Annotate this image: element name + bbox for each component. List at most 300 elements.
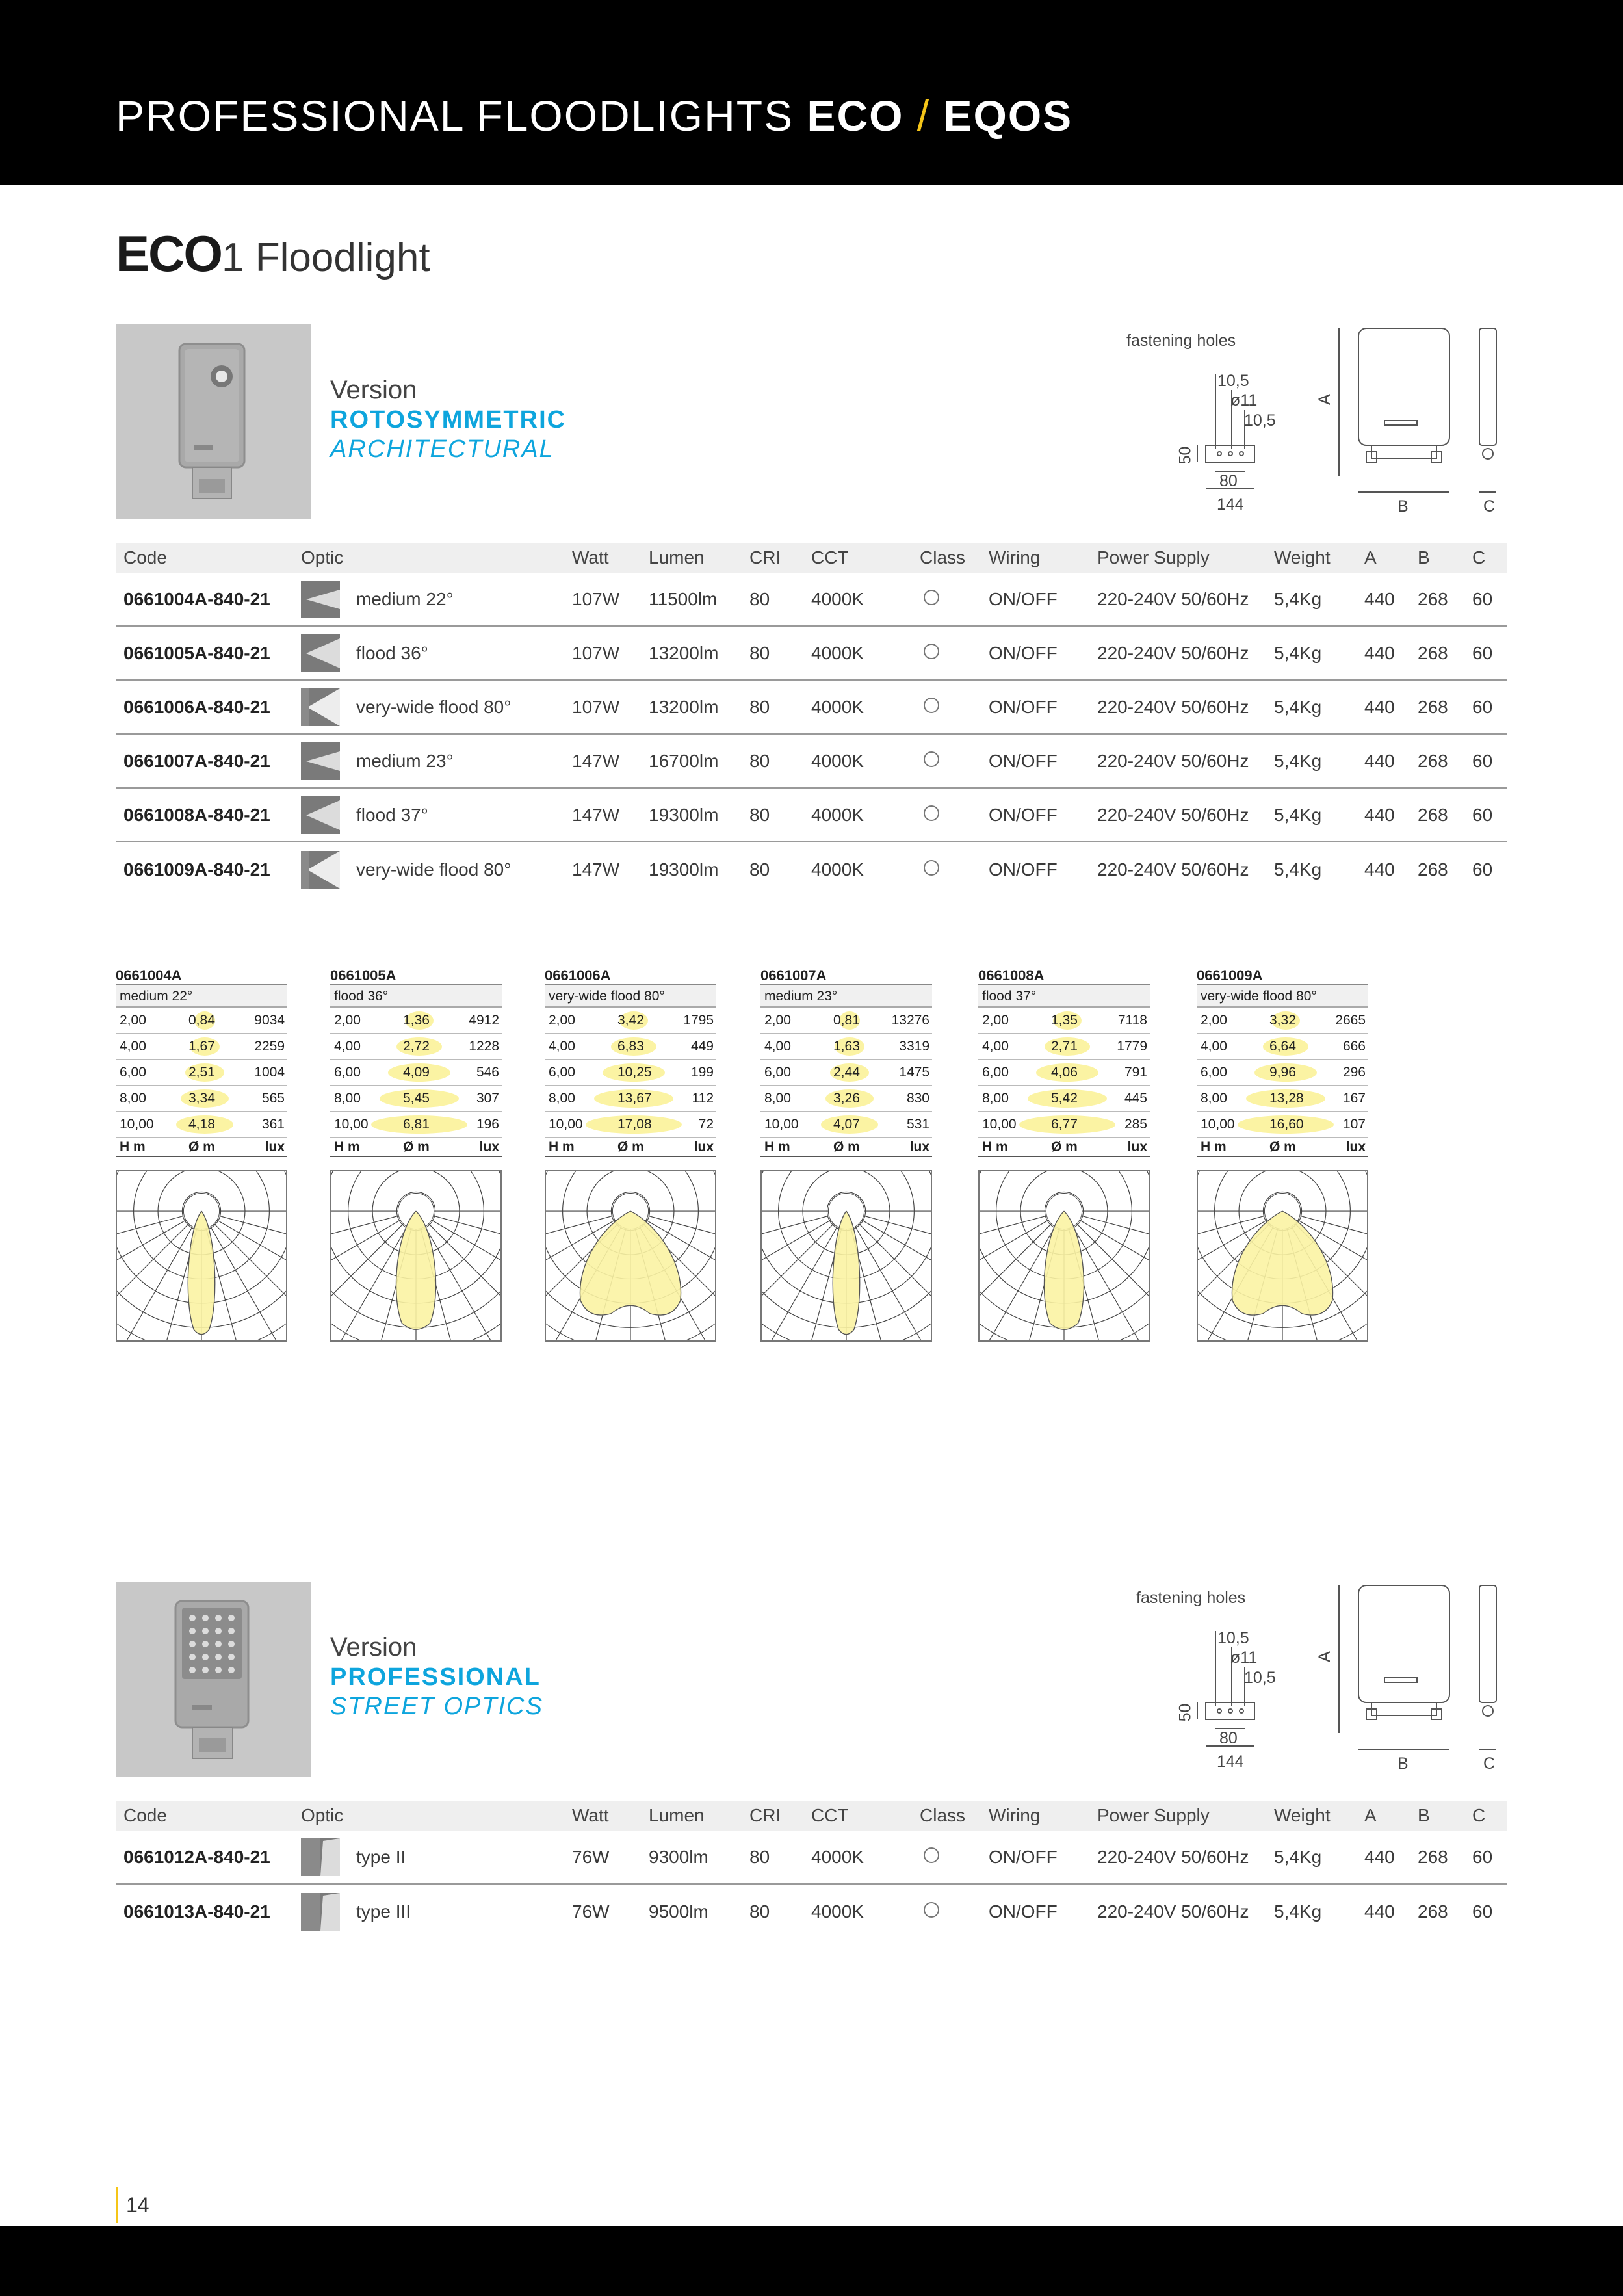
photometric-l: 1004 [254,1065,285,1080]
cell-cct: 4000K [811,804,864,825]
cell-wiring: ON/OFF [989,696,1058,717]
photometric-foot-d: Ø m [188,1140,215,1155]
photometric-l: 107 [1342,1117,1366,1132]
photometric-d: 0,81 [833,1013,860,1028]
photometric-l: 361 [261,1117,285,1132]
photometric-row [760,1060,932,1086]
cell-wiring: ON/OFF [989,1846,1058,1867]
col-cri: CRI [749,547,781,567]
photometric-beam-name: very-wide flood 80° [1197,985,1368,1008]
cell-watt: 107W [572,588,620,609]
photometric-d: 6,83 [617,1039,644,1054]
cell-class [924,805,939,826]
photometric-l: 546 [476,1065,499,1080]
table-row [116,735,1507,789]
cell-class [924,751,939,772]
photometric-l: 13276 [891,1013,929,1028]
cell-c: 60 [1472,1901,1493,1922]
cell-b: 268 [1418,750,1448,771]
photometric-l: 307 [476,1091,499,1106]
product-photo-professional [116,1582,311,1777]
cell-weight: 5,4Kg [1274,588,1322,609]
cell-optic: very-wide flood 80° [356,696,512,717]
col-weight: Weight [1274,547,1331,567]
photometric-h: 2,00 [334,1013,361,1028]
cell-lumen: 9300lm [649,1846,708,1867]
cell-power: 220-240V 50/60Hz [1097,588,1249,609]
photometric-l: 531 [906,1117,929,1132]
col-a: A [1364,1805,1377,1825]
photometric-foot-l: lux [909,1140,929,1155]
photometric-foot-l: lux [479,1140,499,1155]
photometric-table [760,966,932,1157]
photometric-d: 4,06 [1051,1065,1078,1080]
photometric-d: 1,67 [188,1039,215,1054]
photometric-foot-d: Ø m [403,1140,430,1155]
col-b: B [1418,1805,1430,1825]
photometric-row [545,1060,716,1086]
photometric-footer [330,1138,502,1157]
cell-a: 440 [1364,750,1395,771]
table-row [116,1831,1507,1885]
cell-power: 220-240V 50/60Hz [1097,1846,1249,1867]
photometric-foot-h: H m [764,1140,790,1155]
col-watt: Watt [572,547,609,567]
cell-b: 268 [1418,1901,1448,1922]
polar-light-distribution-diagram [545,1170,716,1342]
cell-code: 0661008A-840-21 [123,804,270,825]
photometric-d: 5,42 [1051,1091,1078,1106]
photometric-foot-d: Ø m [833,1140,860,1155]
photometric-row [1197,1008,1368,1034]
photometric-code: 0661008A [978,966,1150,985]
photometric-beam-name: flood 37° [978,985,1150,1008]
photometric-d: 5,45 [403,1091,430,1106]
photometric-l: 3319 [899,1039,929,1054]
photometric-l: 112 [692,1091,714,1106]
photometric-h: 4,00 [764,1039,791,1054]
section-title: ECO1 Floodlight [116,225,430,282]
photometric-beam-name: very-wide flood 80° [545,985,716,1008]
cell-lumen: 13200lm [649,642,719,663]
earth-class-icon [924,860,939,876]
col-wiring: Wiring [989,1805,1041,1825]
photometric-h: 4,00 [120,1039,146,1054]
cell-a: 440 [1364,642,1395,663]
photometric-footer [116,1138,287,1157]
photometric-row [760,1086,932,1112]
earth-class-icon [924,1902,939,1918]
photometric-row [116,1008,287,1034]
cell-b: 268 [1418,804,1448,825]
col-class: Class [920,1805,966,1825]
photometric-l: 449 [690,1039,714,1054]
photometric-l: 285 [1124,1117,1147,1132]
photometric-d: 6,77 [1051,1117,1078,1132]
optic-narrow-icon [301,581,340,618]
optic-narrow-icon [301,742,340,780]
optic-street-icon [301,1893,340,1931]
table-header [116,1801,1507,1831]
cell-watt: 147W [572,750,620,771]
cell-power: 220-240V 50/60Hz [1097,804,1249,825]
cell-c: 60 [1472,859,1493,880]
cell-cri: 80 [749,750,770,771]
photometric-l: 1795 [683,1013,714,1028]
cell-optic: medium 23° [356,750,454,771]
photometric-d: 1,35 [1051,1013,1078,1028]
table-header [116,543,1507,573]
photometric-code: 0661009A [1197,966,1368,985]
cell-code: 0661007A-840-21 [123,750,270,771]
cell-power: 220-240V 50/60Hz [1097,642,1249,663]
photometric-d: 13,28 [1269,1091,1304,1106]
photometric-h: 6,00 [334,1065,361,1080]
photometric-row [116,1086,287,1112]
optic-flood-icon [301,634,340,672]
cell-c: 60 [1472,750,1493,771]
photometric-h: 10,00 [549,1117,583,1132]
col-cri: CRI [749,1805,781,1825]
cell-watt: 107W [572,696,620,717]
photometric-h: 8,00 [549,1091,575,1106]
cell-wiring: ON/OFF [989,804,1058,825]
photometric-table [330,966,502,1157]
photometric-h: 6,00 [764,1065,791,1080]
cell-cct: 4000K [811,859,864,880]
cell-class [924,1847,939,1868]
photometric-d: 2,51 [188,1065,215,1080]
photometric-l: 445 [1124,1091,1147,1106]
table-row [116,842,1507,896]
cell-lumen: 9500lm [649,1901,708,1922]
cell-c: 60 [1472,804,1493,825]
photometric-beam-name: flood 36° [330,985,502,1008]
photometric-l: 830 [906,1091,929,1106]
dimension-drawing-2: fastening holes 10,5 ø11 10,5 50 80 144 A B C [1134,1582,1518,1777]
cell-optic: flood 36° [356,642,428,663]
table-row [116,1885,1507,1938]
photometric-row [978,1060,1150,1086]
photometric-d: 4,07 [833,1117,860,1132]
product-table-professional [116,1801,1507,1938]
polar-light-distribution-diagram [760,1170,932,1342]
photometric-row [978,1112,1150,1138]
photometric-l: 7118 [1117,1013,1147,1028]
photometric-row [760,1034,932,1060]
cell-code: 0661004A-840-21 [123,588,270,609]
cell-wiring: ON/OFF [989,750,1058,771]
photometric-foot-d: Ø m [617,1140,644,1155]
table-row [116,573,1507,627]
col-c: C [1472,1805,1486,1825]
cell-code: 0661013A-840-21 [123,1901,270,1922]
cell-c: 60 [1472,1846,1493,1867]
photometric-l: 666 [1342,1039,1366,1054]
photometric-h: 2,00 [764,1013,791,1028]
cell-weight: 5,4Kg [1274,1846,1322,1867]
cell-a: 440 [1364,696,1395,717]
cell-cri: 80 [749,859,770,880]
photometric-row [330,1086,502,1112]
cell-c: 60 [1472,696,1493,717]
cell-optic: medium 22° [356,588,454,609]
photometric-h: 8,00 [334,1091,361,1106]
cell-class [924,643,939,664]
photometric-d: 9,96 [1269,1065,1296,1080]
col-optic: Optic [301,547,344,567]
photometric-row [116,1060,287,1086]
photometric-d: 4,09 [403,1065,430,1080]
photometric-foot-d: Ø m [1051,1140,1078,1155]
cell-a: 440 [1364,804,1395,825]
photometric-d: 16,60 [1269,1117,1304,1132]
photometric-d: 2,72 [403,1039,430,1054]
cell-cct: 4000K [811,750,864,771]
photometric-h: 4,00 [549,1039,575,1054]
photometric-h: 2,00 [1201,1013,1227,1028]
photometric-code: 0661006A [545,966,716,985]
photometric-beam-name: medium 23° [760,985,932,1008]
photometric-l: 1779 [1117,1039,1147,1054]
cell-a: 440 [1364,588,1395,609]
photometric-row [545,1112,716,1138]
polar-light-distribution-diagram [116,1170,287,1342]
cell-class [924,589,939,610]
photometric-l: 2259 [254,1039,285,1054]
cell-lumen: 13200lm [649,696,719,717]
photometric-d: 1,63 [833,1039,860,1054]
cell-class [924,1901,939,1922]
cell-lumen: 11500lm [649,588,718,609]
col-code: Code [123,547,167,567]
cell-b: 268 [1418,588,1448,609]
photometric-row [545,1008,716,1034]
cell-power: 220-240V 50/60Hz [1097,1901,1249,1922]
photometric-h: 8,00 [764,1091,791,1106]
photometric-d: 2,44 [833,1065,860,1080]
photometric-row [116,1034,287,1060]
cell-cct: 4000K [811,1901,864,1922]
photometric-row [116,1112,287,1138]
photometric-h: 4,00 [334,1039,361,1054]
photometric-d: 1,36 [403,1013,430,1028]
cell-weight: 5,4Kg [1274,859,1322,880]
photometric-h: 6,00 [982,1065,1009,1080]
table-row [116,681,1507,735]
photometric-row [978,1086,1150,1112]
cell-wiring: ON/OFF [989,642,1058,663]
table-row [116,789,1507,842]
col-wiring: Wiring [989,547,1041,567]
photometric-table [545,966,716,1157]
photometric-table [978,966,1150,1157]
photometric-beam-name: medium 22° [116,985,287,1008]
photometric-h: 6,00 [120,1065,146,1080]
cell-watt: 76W [572,1901,610,1922]
photometric-h: 4,00 [982,1039,1009,1054]
col-a: A [1364,547,1377,567]
photometric-l: 72 [698,1117,714,1132]
photometric-d: 6,81 [403,1117,430,1132]
photometric-foot-l: lux [265,1140,285,1155]
earth-class-icon [924,590,939,605]
cell-code: 0661006A-840-21 [123,696,270,717]
photometric-d: 3,34 [188,1091,215,1106]
photometric-foot-h: H m [549,1140,575,1155]
cell-weight: 5,4Kg [1274,1901,1322,1922]
photometric-h: 2,00 [120,1013,146,1028]
product-photo-rotosymmetric [116,324,311,519]
photometric-foot-h: H m [1201,1140,1227,1155]
photometric-h: 10,00 [120,1117,154,1132]
photometric-row [1197,1034,1368,1060]
polar-light-distribution-diagram [1197,1170,1368,1342]
photometric-l: 2665 [1335,1013,1366,1028]
col-power: Power Supply [1097,1805,1210,1825]
cell-power: 220-240V 50/60Hz [1097,750,1249,771]
photometric-row [545,1086,716,1112]
photometric-footer [1197,1138,1368,1157]
photometric-footer [760,1138,932,1157]
cell-b: 268 [1418,642,1448,663]
cell-wiring: ON/OFF [989,588,1058,609]
photometric-footer [545,1138,716,1157]
photometric-h: 6,00 [1201,1065,1227,1080]
earth-class-icon [924,1847,939,1863]
photometric-row [545,1034,716,1060]
photometric-h: 2,00 [982,1013,1009,1028]
photometric-d: 4,18 [188,1117,215,1132]
photometric-row [330,1008,502,1034]
col-cct: CCT [811,547,849,567]
cell-cri: 80 [749,1901,770,1922]
photometric-l: 199 [690,1065,714,1080]
cell-lumen: 16700lm [649,750,719,771]
col-class: Class [920,547,966,567]
photometric-row [1197,1112,1368,1138]
optic-street-icon [301,1838,340,1876]
dimension-drawing-1: fastening holes 10,5 ø11 10,5 50 80 144 A B C [1124,325,1508,520]
photometric-row [330,1112,502,1138]
col-code: Code [123,1805,167,1825]
cell-cct: 4000K [811,1846,864,1867]
cell-weight: 5,4Kg [1274,750,1322,771]
photometric-code: 0661007A [760,966,932,985]
photometric-h: 8,00 [982,1091,1009,1106]
photometric-l: 565 [261,1091,285,1106]
earth-class-icon [924,698,939,713]
photometric-h: 10,00 [1201,1117,1235,1132]
photometric-row [330,1034,502,1060]
col-weight: Weight [1274,1805,1331,1825]
photometric-l: 296 [1342,1065,1366,1080]
cell-b: 268 [1418,696,1448,717]
photometric-h: 8,00 [120,1091,146,1106]
photometric-d: 17,08 [617,1117,652,1132]
cell-lumen: 19300lm [649,859,719,880]
cell-a: 440 [1364,859,1395,880]
photometric-row [760,1112,932,1138]
photometric-row [978,1034,1150,1060]
photometric-foot-l: lux [694,1140,714,1155]
photometric-d: 6,64 [1269,1039,1296,1054]
earth-class-icon [924,805,939,821]
cell-cct: 4000K [811,642,864,663]
photometric-foot-l: lux [1127,1140,1147,1155]
cell-watt: 147W [572,859,620,880]
col-b: B [1418,547,1430,567]
cell-optic: very-wide flood 80° [356,859,512,880]
page-footer-bar [0,2226,1623,2296]
photometric-l: 791 [1124,1065,1147,1080]
photometric-table [1197,966,1368,1157]
photometric-foot-h: H m [120,1140,146,1155]
photometric-h: 10,00 [334,1117,369,1132]
col-power: Power Supply [1097,547,1210,567]
cell-weight: 5,4Kg [1274,696,1322,717]
cell-lumen: 19300lm [649,804,719,825]
photometric-l: 1228 [469,1039,499,1054]
cell-c: 60 [1472,642,1493,663]
photometric-foot-l: lux [1345,1140,1366,1155]
col-optic: Optic [301,1805,344,1825]
cell-power: 220-240V 50/60Hz [1097,859,1249,880]
product-table-rotosymmetric [116,543,1507,896]
photometric-row [330,1060,502,1086]
photometric-h: 10,00 [982,1117,1017,1132]
cell-cct: 4000K [811,696,864,717]
cell-weight: 5,4Kg [1274,642,1322,663]
cell-watt: 147W [572,804,620,825]
photometric-d: 0,84 [188,1013,215,1028]
photometric-h: 2,00 [549,1013,575,1028]
photometric-table [116,966,287,1157]
polar-light-distribution-diagram [978,1170,1150,1342]
cell-optic: type II [356,1846,406,1867]
photometric-h: 6,00 [549,1065,575,1080]
cell-power: 220-240V 50/60Hz [1097,696,1249,717]
photometric-l: 9034 [254,1013,285,1028]
cell-b: 268 [1418,859,1448,880]
cell-cri: 80 [749,588,770,609]
col-lumen: Lumen [649,547,705,567]
cell-code: 0661005A-840-21 [123,642,270,663]
earth-class-icon [924,644,939,659]
version-rotosymmetric: Version ROTOSYMMETRIC ARCHITECTURAL [330,376,567,463]
photometric-l: 4912 [469,1013,499,1028]
cell-class [924,859,939,880]
photometric-d: 3,32 [1269,1013,1296,1028]
cell-wiring: ON/OFF [989,859,1058,880]
cell-cri: 80 [749,1846,770,1867]
photometric-foot-d: Ø m [1269,1140,1296,1155]
col-cct: CCT [811,1805,849,1825]
photometric-code: 0661004A [116,966,287,985]
cell-wiring: ON/OFF [989,1901,1058,1922]
photometric-d: 2,71 [1051,1039,1078,1054]
cell-code: 0661012A-840-21 [123,1846,270,1867]
photometric-d: 3,26 [833,1091,860,1106]
version-professional: Version PROFESSIONAL STREET OPTICS [330,1633,543,1720]
photometric-d: 13,67 [617,1091,652,1106]
cell-cri: 80 [749,696,770,717]
earth-class-icon [924,751,939,767]
cell-cct: 4000K [811,588,864,609]
optic-wide-icon [301,851,340,889]
photometric-row [1197,1086,1368,1112]
cell-watt: 76W [572,1846,610,1867]
